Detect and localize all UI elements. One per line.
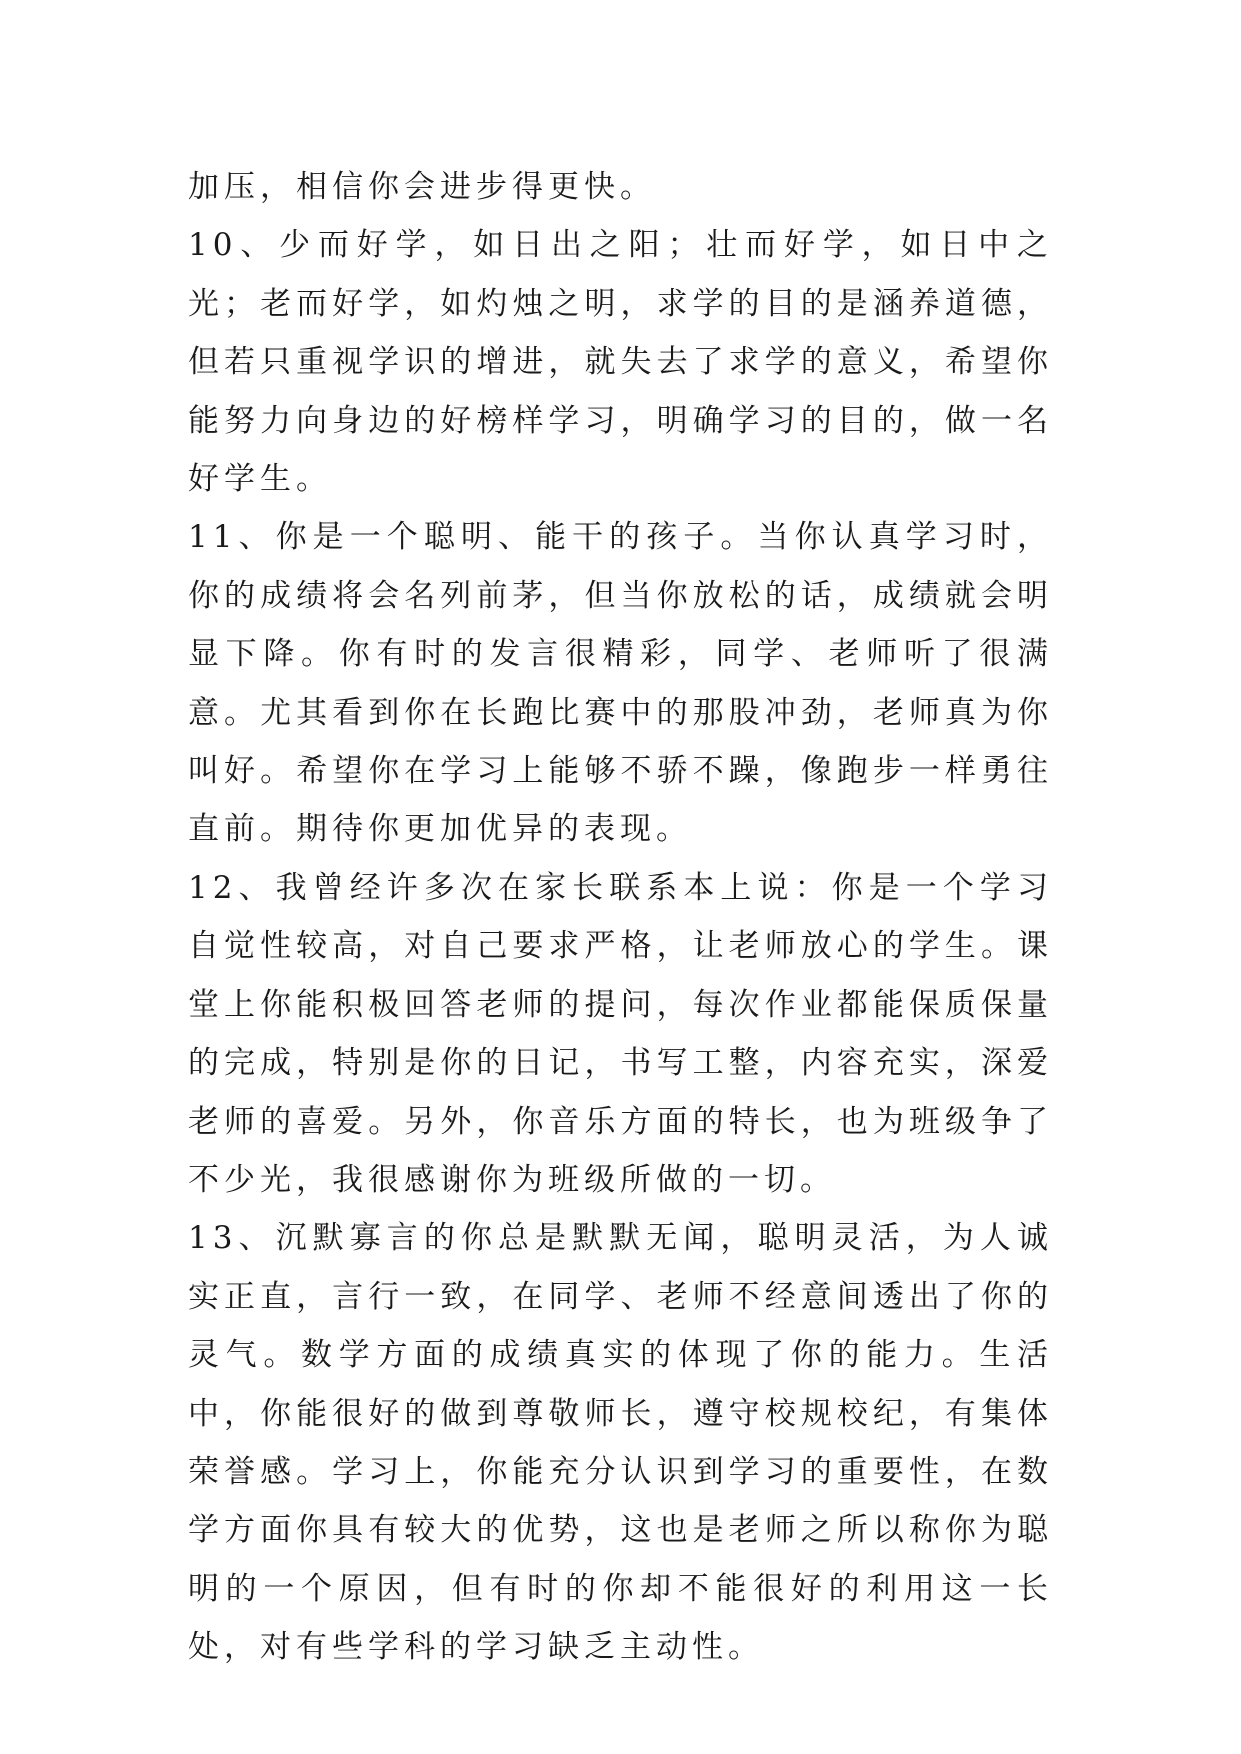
document-body [188, 158, 1053, 1677]
paragraph-item-13: 13、沉默寡言的你总是默默无闻，聪明灵活，为人诚实正直，言行一致，在同学、老师不经意间透出了你的灵气。数学方面的成绩真实的体现了你的能力。生活中，你能很好的做到尊敬师长，遵守校规校纪，有集体荣誉感。学习上，你能充分认识到学习的重要性，在数学方面你具有较大的优势，这也是老师之所以称你为聪明的一个原因，但有时的你却不能很好的利用这一长处，对有些学科的学习缺乏主动性。 [188, 1220, 1053, 1666]
paragraph-item-10: 10、少而好学，如日出之阳；壮而好学，如日中之光；老而好学，如灼烛之明，求学的目的是涵养道德，但若只重视学识的增进，就失去了求学的意义，希望你能努力向身边的好榜样学习，明确学习的目的，做一名好学生。 [188, 227, 1053, 498]
paragraph-continuation: 加压，相信你会进步得更快。 [188, 169, 656, 205]
paragraph-item-11: 11、你是一个聪明、能干的孩子。当你认真学习时，你的成绩将会名列前茅，但当你放松的话，成绩就会明显下降。你有时的发言很精彩，同学、老师听了很满意。尤其看到你在长跑比赛中的那股冲劲，老师真为你叫好。希望你在学习上能够不骄不躁，像跑步一样勇往直前。期待你更加优异的表现。 [188, 519, 1053, 848]
paragraph-item-12: 12、我曾经许多次在家长联系本上说：你是一个学习自觉性较高，对自己要求严格，让老师放心的学生。课堂上你能积极回答老师的提问，每次作业都能保质保量的完成，特别是你的日记，书写工整，内容充实，深爱老师的喜爱。另外，你音乐方面的特长，也为班级争了不少光，我很感谢你为班级所做的一切。 [188, 869, 1053, 1198]
